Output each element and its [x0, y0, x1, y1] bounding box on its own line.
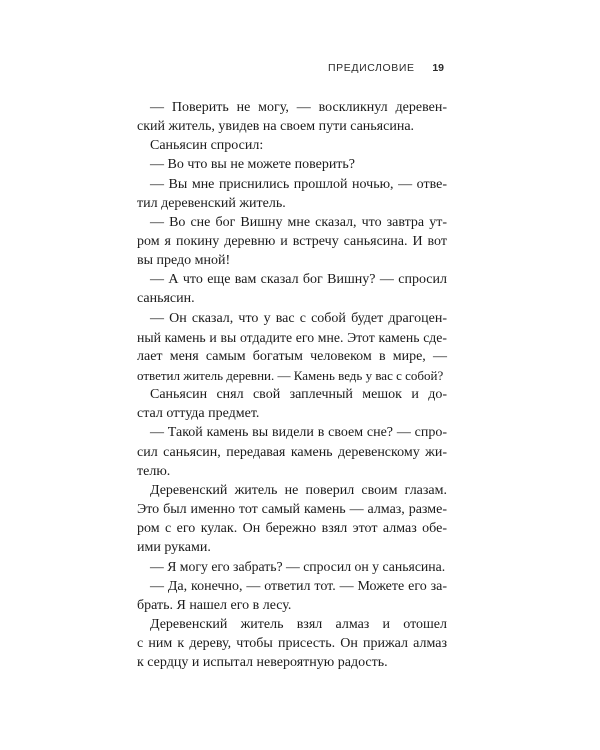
text-line: — Он сказал, что у вас с собой будет драгоцен-: [150, 310, 447, 326]
text-line: Деревенский житель взял алмаз и отошел: [150, 616, 447, 632]
body-text: [137, 98, 447, 672]
text-line: — А что еще вам сказал бог Вишну? — спросил: [150, 272, 447, 288]
text-line: ный камень и вы отдадите его мне. Этот камень сде-: [137, 329, 447, 345]
text-line: с ним к дереву, чтобы присесть. Он прижал алмаз: [137, 635, 447, 651]
text-line: тил деревенский житель.: [137, 195, 286, 211]
text-line: — Да, конечно, — ответил тот. — Можете его за-: [150, 578, 447, 594]
text-line: Это был именно тот самый камень — алмаз, разме-: [137, 501, 447, 517]
text-line: стал оттуда предмет.: [137, 406, 260, 422]
text-line: — Я могу его забрать? — спросил он у саньясина.: [150, 559, 446, 575]
text-line: ский житель, увидев на своем пути саньясина.: [137, 119, 415, 135]
text-line: сил саньясин, передавая камень деревенскому жи-: [137, 444, 447, 460]
running-head: [328, 62, 444, 76]
text-line: к сердцу и испытал невероятную радость.: [137, 655, 388, 671]
text-line: — Вы мне приснились прошлой ночью, — отве-: [150, 176, 447, 192]
text-line: саньясин.: [137, 291, 195, 307]
text-line: ими руками.: [137, 540, 211, 556]
text-line: ответил житель деревни. — Камень ведь у вас с собой?: [137, 367, 444, 383]
text-line: — Такой камень вы видели в своем сне? — спро-: [150, 425, 447, 441]
text-line: ром я покину деревню и встречу саньясина. И вот: [137, 233, 447, 249]
text-line: ром с его кулак. Он бережно взял этот алмаз обе-: [137, 521, 447, 537]
text-line: — Во сне бог Вишну мне сказал, что завтра ут-: [150, 214, 447, 230]
text-line: — Поверить не могу, — воскликнул деревен-: [150, 100, 447, 115]
section-title: ПРЕДИСЛОВИЕ: [328, 62, 415, 74]
text-line: телю.: [137, 463, 171, 479]
text-line: Саньясин спросил:: [150, 138, 264, 154]
text-line: вы предо мной!: [137, 253, 231, 269]
page-number: 19: [432, 62, 444, 74]
text-line: Саньясин снял свой заплечный мешок и до-: [150, 387, 447, 403]
text-line: Деревенский житель не поверил своим глазам.: [150, 482, 447, 498]
text-line: брать. Я нашел его в лесу.: [137, 597, 292, 613]
text-line: лает меня самым богатым человеком в мире, —: [137, 348, 447, 364]
text-line: — Во что вы не можете поверить?: [150, 157, 356, 173]
